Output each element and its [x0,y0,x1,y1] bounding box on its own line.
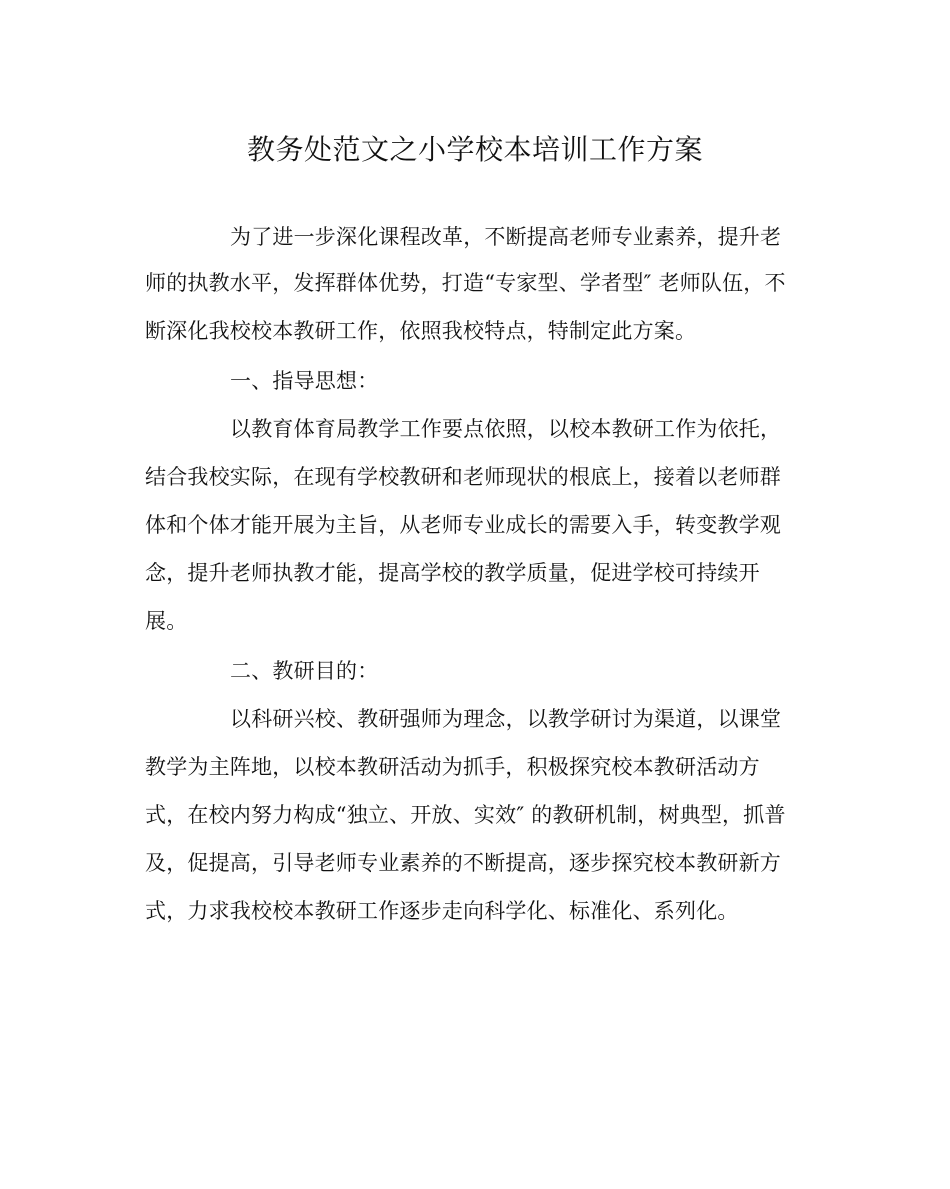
paragraph-line: 以教育体育局教学工作要点依照，以校本教研工作为依托， [230,417,782,441]
document-title: 教务处范文之小学校本培训工作方案 [246,133,703,166]
paragraph-line: 结合我校实际，在现有学校教研和老师现状的根底上，接着以老师群 [145,465,781,489]
section-heading-guiding-thought: 一、指导思想： [230,369,379,393]
paragraph-line: 为了进一步深化课程改革，不断提高老师专业素养，提升老 [230,225,782,249]
paragraph-line: 师的执教水平，发挥群体优势，打造“专家型、学者型″ 老师队伍，不 [145,271,786,295]
paragraph-line: 式，在校内努力构成“独立、开放、实效″ 的教研机制，树典型，抓普 [145,803,786,827]
section-heading-research-goal: 二、教研目的： [230,659,379,683]
paragraph-line: 体和个体才能开展为主旨，从老师专业成长的需要入手，转变教学观 [145,513,781,537]
paragraph-line: 念，提升老师执教才能，提高学校的教学质量，促进学校可持续开 [145,561,760,585]
paragraph-line: 教学为主阵地，以校本教研活动为抓手，积极探究校本教研活动方 [145,755,760,779]
paragraph-line: 及，促提高，引导老师专业素养的不断提高，逐步探究校本教研新方 [145,851,781,875]
paragraph-line: 以科研兴校、教研强师为理念，以教学研讨为渠道，以课堂 [230,707,782,731]
paragraph-line: 断深化我校校本教研工作，依照我校特点，特制定此方案。 [145,319,697,343]
paragraph-line: 式，力求我校校本教研工作逐步走向科学化、标准化、系列化。 [145,899,739,923]
paragraph-line: 展。 [145,609,188,633]
